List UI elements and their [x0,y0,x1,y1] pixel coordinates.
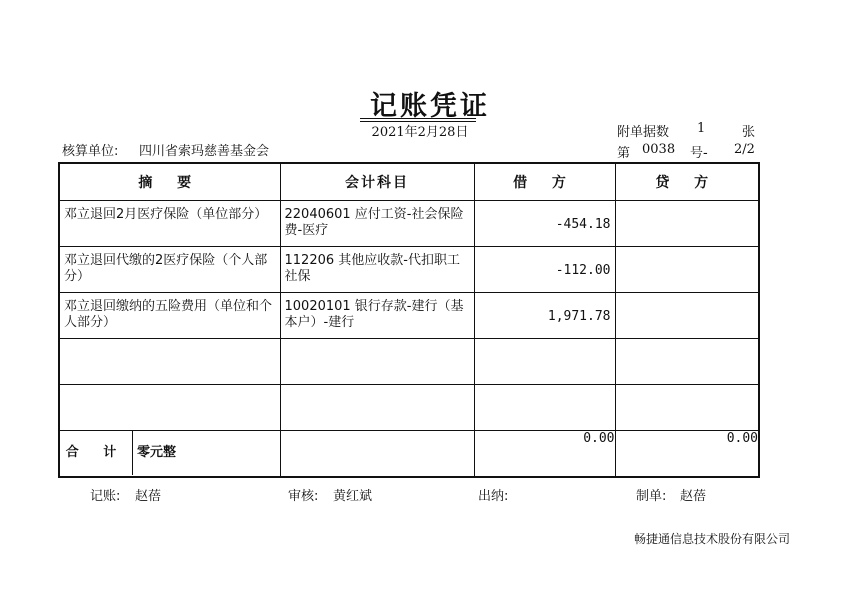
preparer-name: 赵蓓 [680,489,707,504]
row-summary: 邓立退回2月医疗保险（单位部分） [64,207,268,222]
total-row [59,431,759,478]
row-account: 10020101 银行存款-建行（基本户）-建行 [284,299,464,330]
voucher-no: 0038 [642,142,676,157]
row-summary: 邓立退回缴纳的五险费用（单位和个人部分） [64,299,273,330]
table-row [59,247,759,293]
row-debit: -454.18 [555,217,611,232]
row-summary [60,339,280,345]
bookkeeper-name: 赵蓓 [135,489,162,504]
row-account: 22040601 应付工资-社会保险费-医疗 [284,207,464,238]
attach-unit: 张 [742,125,756,140]
voucher-no-prefix: 第 [617,146,631,161]
table-row [59,293,759,339]
row-debit [475,385,615,401]
total-credit: 0.00 [615,431,759,478]
table-row [59,201,759,247]
row-credit [616,293,759,309]
row-debit: 1,971.78 [547,309,611,324]
voucher-title: 记账凭证 [370,91,490,122]
header-account: 会计科目 [280,163,474,201]
unit-name: 四川省索玛慈善基金会 [139,144,270,159]
bookkeeper-label: 记账: [90,489,121,504]
row-debit [475,339,615,355]
reviewer-label: 审核: [288,489,319,504]
table-row-empty [59,385,759,431]
row-account: 112206 其他应收款-代扣职工社保 [284,253,460,284]
row-account [281,385,474,391]
header-debit: 借 方 [474,163,615,201]
preparer-label: 制单: [636,489,667,504]
voucher-table [58,162,760,478]
total-amount-words: 零元整 [137,445,177,460]
table-row-empty [59,339,759,385]
voucher-date: 2021年2月28日 [371,125,469,140]
unit-label: 核算单位: [62,144,119,159]
software-company: 畅捷通信息技术股份有限公司 [633,532,790,546]
row-summary [60,385,280,391]
total-debit: 0.00 [474,431,615,478]
row-credit [616,247,759,263]
attach-count: 1 [697,121,706,136]
cashier-label: 出纳: [478,489,509,504]
voucher-no-suffix: 号- [690,146,708,161]
row-debit: -112.00 [555,263,611,278]
row-credit [616,201,759,217]
total-label: 合 计 [60,431,133,475]
reviewer-name: 黄红斌 [333,489,373,504]
attach-label: 附单据数 [617,125,670,140]
header-credit: 贷 方 [615,163,759,201]
title-underline [360,118,476,119]
row-summary: 邓立退回代缴的2医疗保险（个人部分） [64,253,268,284]
row-credit [616,385,759,401]
header-summary: 摘 要 [59,163,280,201]
row-account [281,339,474,345]
row-credit [616,339,759,355]
voucher-page: 2/2 [734,142,755,157]
table-header-row [59,163,759,201]
